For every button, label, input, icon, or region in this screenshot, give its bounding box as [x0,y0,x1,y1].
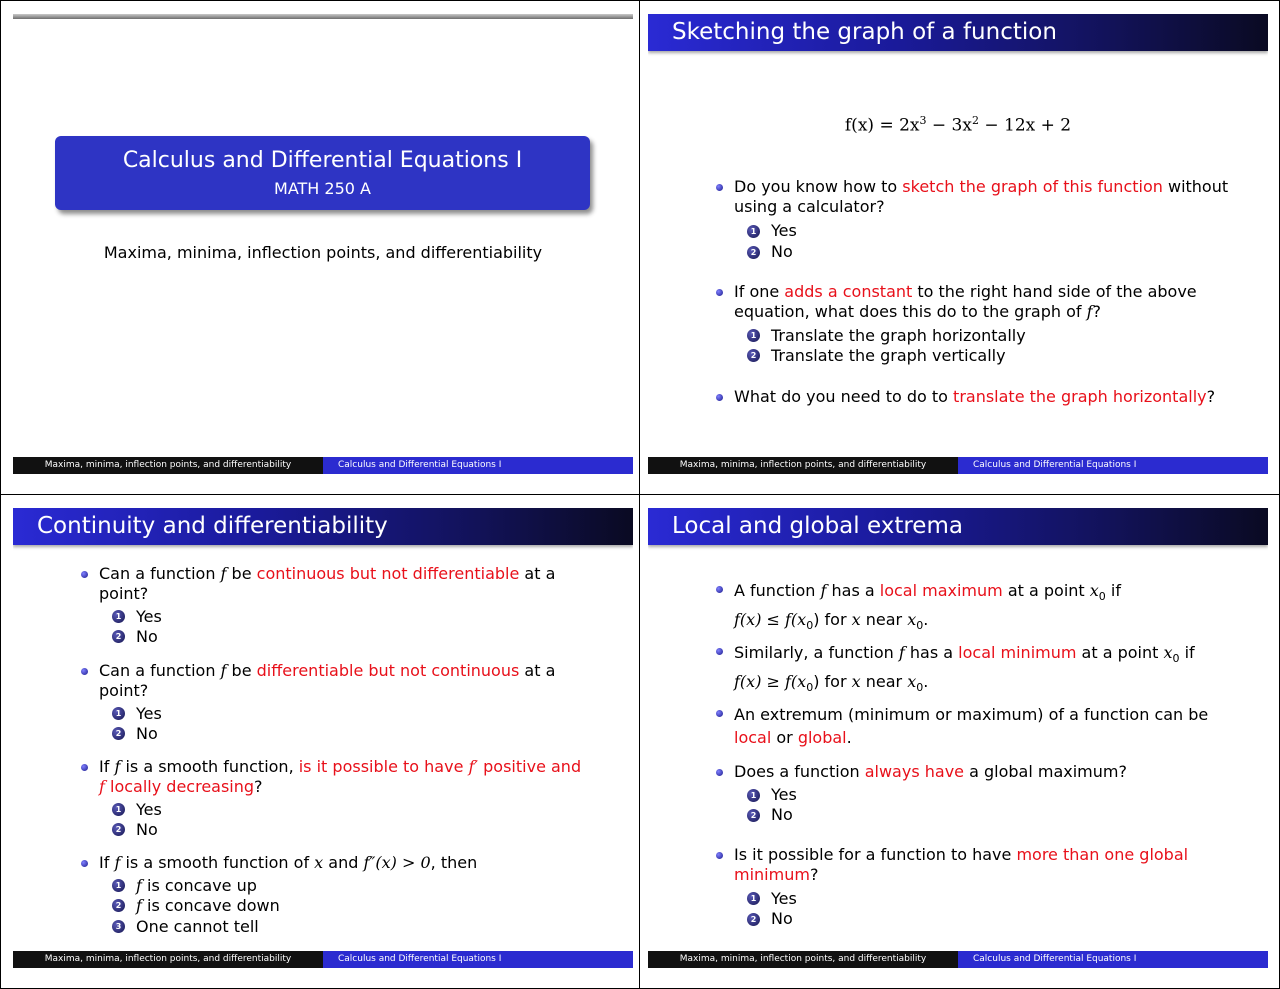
text: ? [1206,387,1216,406]
math-var: x [1163,643,1173,662]
subscript: 0 [806,681,814,695]
option-no: No [771,805,793,824]
option-number-icon: 1 [747,329,760,342]
text: Similarly, a function [734,643,899,662]
option-number-icon: 1 [112,879,125,892]
text: if [1179,643,1195,662]
highlight-text: translate the graph horizontally [953,387,1207,406]
text: is a smooth function, [120,757,299,776]
math-var: f′ [468,757,479,776]
text: A function [734,581,821,600]
course-title: Calculus and Differential Equations I [122,148,523,173]
text: Do you know how to [734,177,903,196]
text: If [99,757,115,776]
slide-heading: Local and global extrema [672,513,963,539]
option-yes: Yes [136,607,162,626]
text: at a [519,564,556,583]
option-number-icon: 1 [112,707,125,720]
option-number-icon: 1 [747,225,760,238]
text: using a calculator? [734,197,885,216]
text: . [846,728,852,747]
text: at a point [1002,581,1090,600]
eq-rhs: − 12x + 2 [978,115,1072,136]
math-var: f [99,777,105,796]
math-var: f [136,896,142,915]
option-number-icon: 1 [747,892,760,905]
option-yes: Yes [771,889,797,908]
option-number-icon: 2 [112,630,125,643]
math-var: x [907,610,917,630]
math-var: f [898,643,905,662]
subscript: 0 [806,619,814,633]
subscript: 0 [1098,590,1106,604]
option-number-icon: 2 [747,246,760,259]
footer-left: Maxima, minima, inflection points, and differentiability [648,457,958,474]
text: point? [99,584,149,603]
math-expr: f(x) ≤ f(x [734,610,807,630]
math-var: x [907,672,917,692]
text: ? [254,777,263,796]
option-number-icon: 3 [112,920,125,933]
text: ? [809,865,819,884]
option-no: No [771,909,793,928]
footer-right: Calculus and Differential Equations I [323,951,633,968]
highlight-text: global [797,728,847,747]
subscript: 0 [1172,652,1180,666]
option-number-icon: 2 [747,809,760,822]
text: If [99,853,115,872]
text: ) for [813,610,852,630]
text: a global maximum? [964,762,1127,781]
option-number-icon: 2 [747,913,760,926]
text: ? [1092,302,1102,321]
option-yes: Yes [136,800,162,819]
highlight-text: local maximum [879,581,1003,600]
eq-mid: − 3x [926,115,972,136]
text: If one [734,282,785,301]
math-var: x [851,610,861,630]
text: is a smooth function of [120,853,315,872]
text: . [923,672,929,692]
option-number-icon: 1 [747,789,760,802]
highlight-text: local minimum [958,643,1077,662]
option-number-icon: 2 [112,727,125,740]
text: An extremum (minimum or maximum) of a function can be [734,705,1209,724]
math-var: f [820,581,827,600]
highlight-text: positive and [478,757,582,776]
math-var: f [136,876,142,895]
math-var: x [851,672,861,692]
text: has a [826,581,880,600]
footer-right: Calculus and Differential Equations I [323,457,633,474]
highlight-text: always have [864,762,965,781]
text: Can a function [99,564,221,583]
eq-exp-1: 3 [919,114,927,127]
text: to the right hand side of the above [912,282,1197,301]
highlight-text: locally decreasing [104,777,255,796]
text: near [860,672,908,692]
option-yes: Yes [771,785,797,804]
footer-left: Maxima, minima, inflection points, and differentiability [13,951,323,968]
presentation-subtitle: Maxima, minima, inflection points, and differentiability [103,243,543,262]
math-var: f [114,853,121,872]
text: is concave up [141,876,257,895]
text: Is it possible for a function to have [734,845,1017,864]
text: at a [519,661,556,680]
course-code: MATH 250 A [274,179,371,198]
highlight-text: sketch the graph of this function [902,177,1163,196]
text: without [1162,177,1229,196]
text: Can a function [99,661,221,680]
subscript: 0 [916,681,924,695]
highlight-text: differentiable but not continuous [256,661,520,680]
highlight-text: continuous but not differentiable [256,564,520,583]
text: What do you need to do to [734,387,954,406]
option-number-icon: 1 [112,803,125,816]
text: Does a function [734,762,865,781]
text: is concave down [141,896,280,915]
option-no: No [136,820,158,839]
text: be [226,661,257,680]
text: ) for [813,672,852,692]
text: has a [904,643,959,662]
eq-lhs: f(x) = 2x [844,115,920,136]
text: near [860,610,908,630]
option-horizontal: Translate the graph horizontally [771,326,1026,345]
text: , then [430,853,478,872]
math-var: f [114,757,121,776]
highlight-text: adds a constant [784,282,913,301]
text: equation, what does this do to the graph of [734,302,1087,321]
option-no: No [136,724,158,743]
text: One cannot tell [136,917,259,936]
math-var: x [314,853,324,872]
option-number-icon: 2 [112,899,125,912]
text: or [771,728,798,747]
option-yes: Yes [771,221,797,240]
text: be [226,564,257,583]
text: . [923,610,929,630]
slide-heading: Continuity and differentiability [37,513,388,539]
footer-left: Maxima, minima, inflection points, and differentiability [648,951,958,968]
option-no: No [136,627,158,646]
slide-heading: Sketching the graph of a function [672,19,1057,45]
footer-left: Maxima, minima, inflection points, and differentiability [13,457,323,474]
highlight-text: more than one global [1016,845,1189,864]
option-no: No [771,242,793,261]
text: and [323,853,364,872]
math-var: f [220,564,227,583]
subscript: 0 [916,619,924,633]
option-number-icon: 1 [112,610,125,623]
highlight-text: is it possible to have [298,757,469,776]
math-var: x [1089,581,1099,600]
highlight-text: local [734,728,772,747]
math-expr: f″(x) > 0 [363,853,431,872]
option-vertical: Translate the graph vertically [771,346,1006,365]
text: at a point [1076,643,1164,662]
footer-right: Calculus and Differential Equations I [958,951,1268,968]
text: if [1105,581,1121,600]
option-number-icon: 2 [112,823,125,836]
math-var: f [1086,302,1093,321]
option-yes: Yes [136,704,162,723]
option-number-icon: 2 [747,349,760,362]
highlight-text: minimum [734,865,810,884]
text: point? [99,681,149,700]
math-var: f [220,661,227,680]
footer-right: Calculus and Differential Equations I [958,457,1268,474]
math-expr: f(x) ≥ f(x [734,672,807,692]
eq-exp-2: 2 [971,114,979,127]
